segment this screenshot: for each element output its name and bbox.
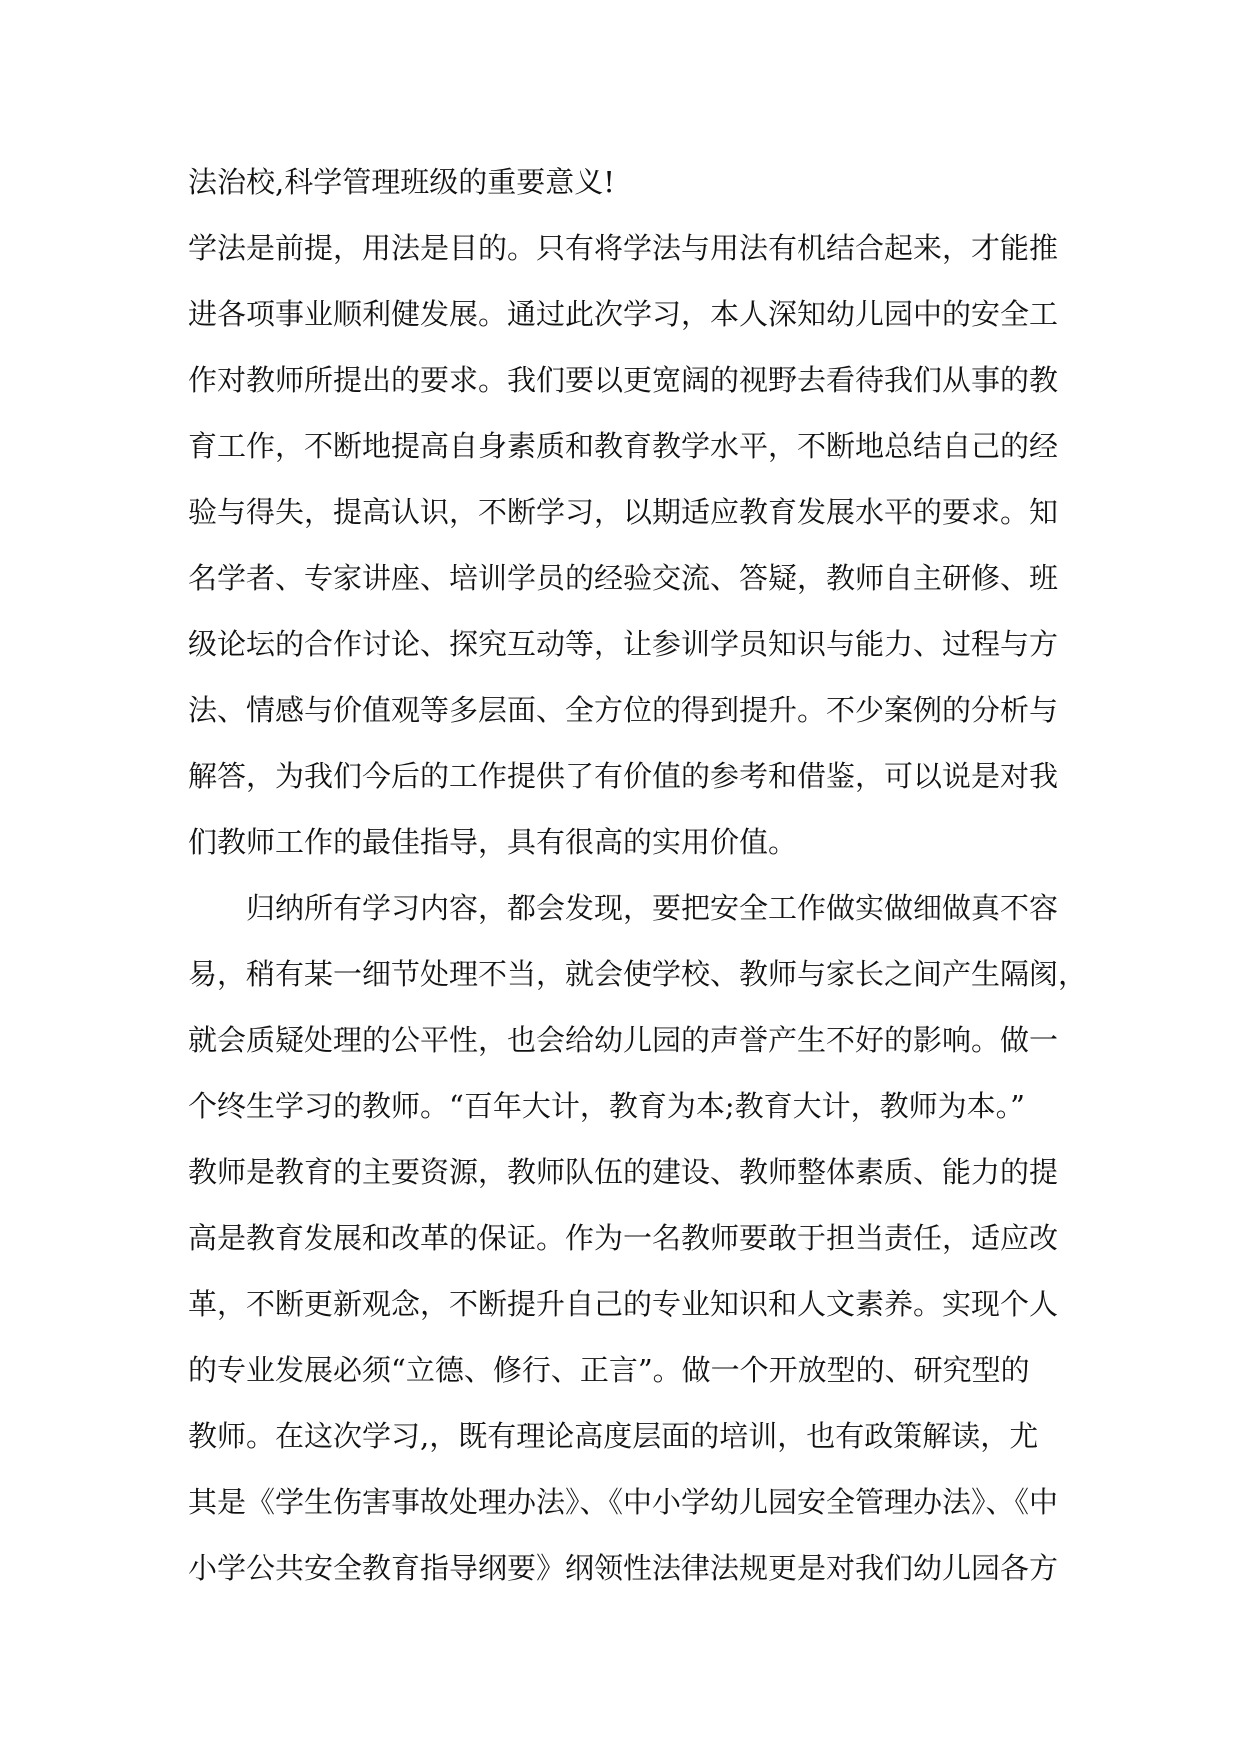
text-line: 教师。在这次学习,，既有理论高度层面的培训，也有政策解读，尤 [188, 1419, 1039, 1453]
text-line: 法治校,科学管理班级的重要意义! [188, 165, 615, 199]
text-line: 名学者、专家讲座、培训学员的经验交流、答疑，教师自主研修、班 [188, 561, 1059, 595]
paragraph-start-line: 归纳所有学习内容，都会发现，要把安全工作做实做细做真不容 [246, 891, 1059, 925]
text-line: 法、情感与价值观等多层面、全方位的得到提升。不少案例的分析与 [188, 693, 1059, 727]
text-line: 解答，为我们今后的工作提供了有价值的参考和借鉴，可以说是对我 [188, 759, 1059, 793]
text-line: 育工作，不断地提高自身素质和教育教学水平，不断地总结自己的经 [188, 429, 1059, 463]
text-line: 小学公共安全教育指导纲要》纲领性法律法规更是对我们幼儿园各方 [188, 1551, 1059, 1585]
text-line: 们教师工作的最佳指导，具有很高的实用价值。 [188, 825, 798, 859]
body-text [188, 160, 1088, 1612]
text-line: 的专业发展必须“立德、修行、正言”。做一个开放型的、研究型的 [188, 1353, 1030, 1387]
text-line: 级论坛的合作讨论、探究互动等，让参训学员知识与能力、过程与方 [188, 627, 1059, 661]
text-line: 验与得失，提高认识，不断学习，以期适应教育发展水平的要求。知 [188, 495, 1059, 529]
text-line: 教师是教育的主要资源，教师队伍的建设、教师整体素质、能力的提 [188, 1155, 1059, 1189]
text-line: 革，不断更新观念，不断提升自己的专业知识和人文素养。实现个人 [188, 1287, 1059, 1321]
text-line: 作对教师所提出的要求。我们要以更宽阔的视野去看待我们从事的教 [188, 363, 1059, 397]
text-line: 易，稍有某一细节处理不当，就会使学校、教师与家长之间产生隔阂， [188, 957, 1088, 991]
text-line: 学法是前提，用法是目的。只有将学法与用法有机结合起来，才能推 [188, 231, 1059, 265]
text-line: 个终生学习的教师。“百年大计，教育为本;教育大计，教师为本。” [188, 1089, 1025, 1123]
text-line: 其是《学生伤害事故处理办法》、《中小学幼儿园安全管理办法》、《中 [188, 1485, 1059, 1519]
text-line: 进各项事业顺利健发展。通过此次学习，本人深知幼儿园中的安全工 [188, 297, 1059, 331]
text-line: 就会质疑处理的公平性，也会给幼儿园的声誉产生不好的影响。做一 [188, 1023, 1059, 1057]
text-line: 高是教育发展和改革的保证。作为一名教师要敢于担当责任，适应改 [188, 1221, 1059, 1255]
